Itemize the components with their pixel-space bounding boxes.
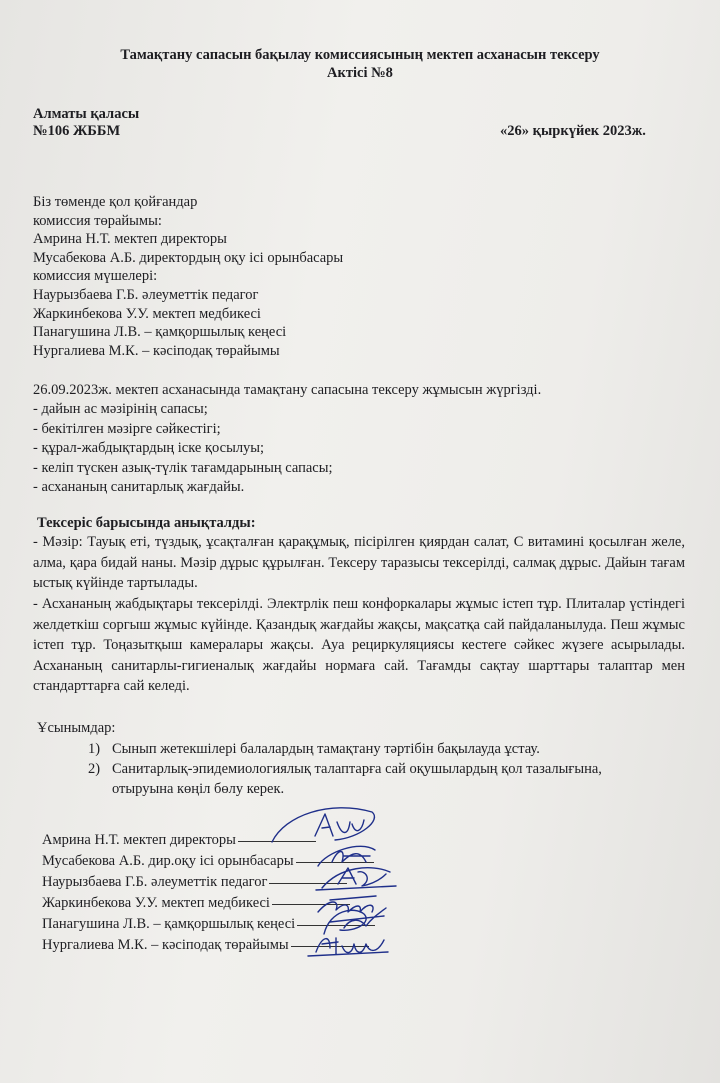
city: Алматы қаласы — [33, 106, 140, 122]
signature-row — [42, 893, 375, 914]
signature-row — [42, 914, 375, 935]
findings-paragraph-menu: - Мәзір: Тауық еті, түздық, ұсақталған қарақұмық, пісірілген қиярдан салат, С витамині қосылған желе, алма, қара бидай наны. Мәзір дұрыс құрылған. Тексеру таразысы тексерілді, салмақ дұрыс. Дайын тағам ыстық күйінде тартылады. — [33, 534, 685, 591]
commission-members — [33, 193, 343, 360]
recommendation-text: Санитарлық-эпидемиологиялық талаптарға сай оқушылардың қол тазалығына, — [112, 761, 602, 777]
signatory-name: Амрина Н.Т. мектеп директоры — [42, 832, 236, 848]
recommendation-text: отыруына көңіл бөлу керек. — [112, 781, 285, 797]
findings-heading: Тексеріс барысында анықталды: — [37, 515, 256, 531]
inspection-item: - бекітілген мәзірге сәйкестігі; — [33, 420, 221, 437]
signature-line — [269, 883, 347, 884]
school-name: №106 ЖББМ — [33, 123, 121, 139]
signature-line — [238, 841, 316, 842]
recommendation-number: 1) — [88, 741, 101, 757]
signatory-name: Мусабекова А.Б. дир.оқу ісі орынбасары — [42, 853, 294, 869]
signature-row — [42, 872, 375, 893]
signature-block — [42, 830, 375, 956]
inspection-item: - құрал-жабдықтардың іске қосылуы; — [33, 440, 265, 457]
recommendation-number: 2) — [88, 761, 101, 777]
inspection-section — [33, 381, 541, 497]
inspection-item: - асхананың санитарлық жағдайы. — [33, 479, 245, 496]
doc-title-line2: Актісі №8 — [327, 65, 393, 81]
recommendation-item — [88, 759, 602, 779]
doc-date: «26» қыркүйек 2023ж. — [500, 123, 646, 139]
recommendation-text: Сынып жетекшілері балалардың тамақтану тәртібін бақылауда ұстау. — [112, 741, 540, 757]
signature-row — [42, 830, 375, 851]
doc-title-line1: Тамақтану сапасын бақылау комиссиясының мектеп асханасын тексеру — [120, 47, 600, 63]
signature-line — [272, 904, 350, 905]
members-line: Жаркинбекова У.У. мектеп медбикесі — [33, 305, 261, 322]
inspection-item: - келіп түскен азық-түлік тағамдарының сапасы; — [33, 459, 333, 476]
members-line: Панагушина Л.В. – қамқоршылық кеңесі — [33, 324, 287, 341]
recommendation-item — [88, 739, 540, 759]
members-line: Мусабекова А.Б. директордың оқу ісі орынбасары — [33, 249, 344, 266]
signature-row — [42, 935, 375, 956]
inspection-item: - дайын ас мәзірінің сапасы; — [33, 401, 208, 418]
members-line: комиссия төрайымы: — [33, 212, 162, 229]
signatory-name: Нургалиева М.К. – кәсіподақ төрайымы — [42, 937, 289, 953]
signatory-name: Жаркинбекова У.У. мектеп медбикесі — [42, 895, 270, 911]
members-line: Біз төменде қол қойғандар — [33, 194, 198, 210]
signature-line — [297, 925, 375, 926]
signature-line — [296, 862, 374, 863]
findings-paragraph-equipment: - Асхананың жабдықтары тексерілді. Электрлік пеш конфоркалары жұмыс істеп тұр. Плиталар үстіндегі желдеткіш соргыш жұмыс күйінде. Қазандық жағдайы жақсы, мақсатқа сай пайдаланылуда. Пеш жұмыс істеп тұр. Тоңазытқыш камералары жақсы. Ауа рециркуляциясы кестеге сәйкес жүзеге асырылады. Асхананың санитарлы-гигиеналық жағдайы нормаға сай. Тағамды сақтау шарттары талаптар мен стандарттарға сай келеді. — [33, 596, 685, 694]
signatory-name: Панагушина Л.В. – қамқоршылық кеңесі — [42, 916, 296, 932]
recommendation-item — [88, 779, 284, 799]
members-line: Амрина Н.Т. мектеп директоры — [33, 231, 227, 248]
signature-line — [291, 946, 369, 947]
signatory-name: Наурызбаева Г.Б. әлеуметтік педагог — [42, 874, 268, 890]
recommendations-heading: Ұсынымдар: — [37, 720, 116, 736]
inspection-intro: 26.09.2023ж. мектеп асханасында тамақтану сапасына тексеру жұмысын жүргізді. — [33, 382, 542, 398]
members-line: Наурызбаева Г.Б. әлеуметтік педагог — [33, 286, 259, 303]
members-line: Нургалиева М.К. – кәсіподақ төрайымы — [33, 342, 280, 359]
signature-row — [42, 851, 375, 872]
members-line: комиссия мүшелері: — [33, 268, 158, 285]
